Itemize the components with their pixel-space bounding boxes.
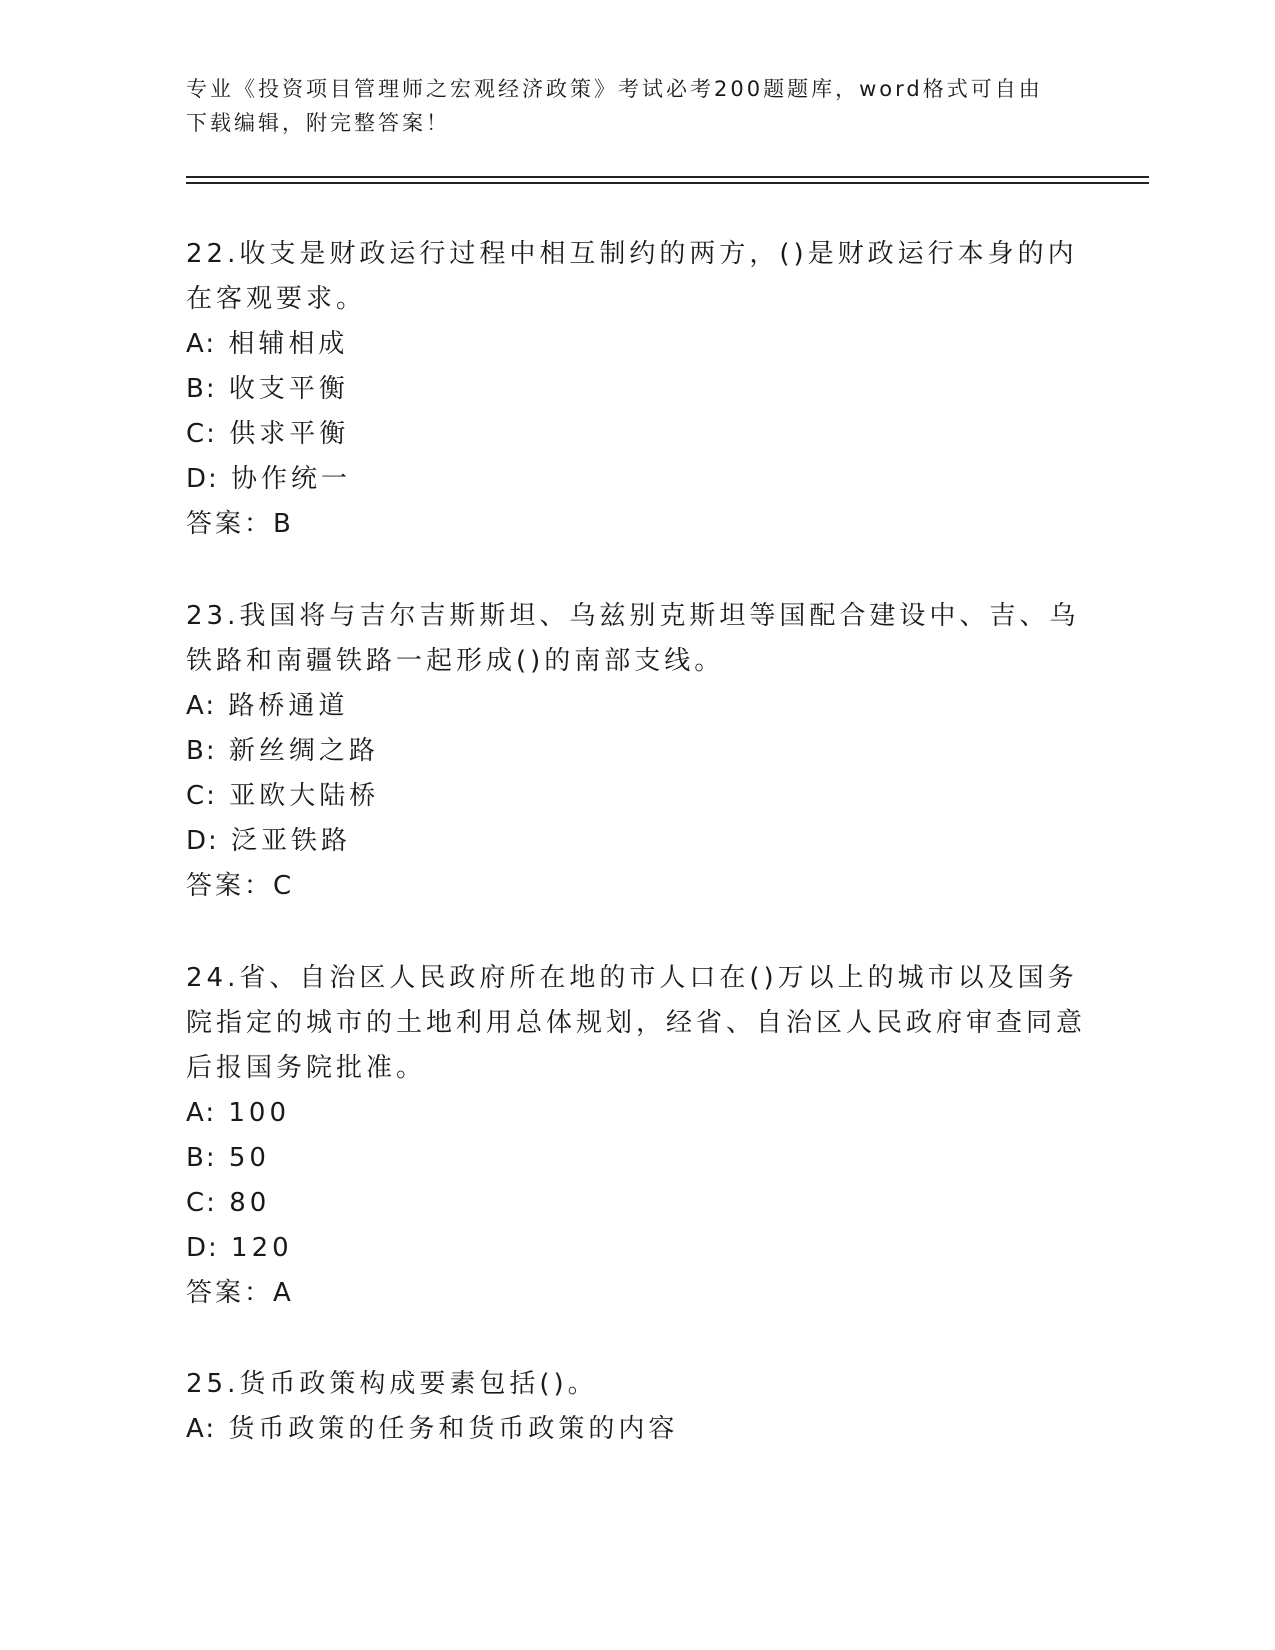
option-c (186, 412, 1086, 457)
option-text: 泛亚铁路 (231, 826, 352, 856)
option-letter: D: (186, 826, 219, 856)
option-text: 协作统一 (231, 464, 352, 494)
option-text: 100 (228, 1098, 290, 1128)
question-text: 23.我国将与吉尔吉斯斯坦、乌兹别克斯坦等国配合建设中、吉、乌铁路和南疆铁路一起形成()的南部支线。 (186, 601, 1080, 676)
option-c (186, 1181, 1086, 1226)
option-text: 相辅相成 (228, 329, 349, 359)
header-divider-bottom (186, 182, 1149, 184)
answer-label: 答案： (186, 871, 274, 901)
option-letter: C: (186, 781, 217, 811)
option-a (186, 1091, 1086, 1136)
option-letter: B: (186, 374, 217, 404)
option-a (186, 684, 1086, 729)
option-text: 120 (231, 1233, 293, 1263)
answer-line (186, 502, 1086, 547)
option-letter: A: (186, 1414, 217, 1444)
option-letter: A: (186, 691, 217, 721)
option-d (186, 457, 1086, 502)
question-24 (186, 956, 1086, 1316)
option-d (186, 819, 1086, 864)
answer-label: 答案： (186, 509, 274, 539)
option-text: 供求平衡 (229, 419, 350, 449)
question-text: 22.收支是财政运行过程中相互制约的两方，()是财政运行本身的内在客观要求。 (186, 239, 1078, 314)
option-letter: D: (186, 464, 219, 494)
option-b (186, 1136, 1086, 1181)
option-text: 新丝绸之路 (228, 736, 379, 766)
option-letter: A: (186, 329, 217, 359)
option-letter: B: (186, 736, 217, 766)
option-letter: B: (186, 1143, 217, 1173)
option-a (186, 322, 1086, 367)
answer-line (186, 864, 1086, 909)
option-letter: D: (186, 1233, 219, 1263)
option-text: 80 (229, 1188, 271, 1218)
answer-label: 答案： (186, 1278, 274, 1308)
option-text: 50 (228, 1143, 270, 1173)
option-letter: C: (186, 419, 217, 449)
option-letter: C: (186, 1188, 217, 1218)
answer-line (186, 1271, 1086, 1316)
option-text: 收支平衡 (228, 374, 349, 404)
answer-value: A (273, 1278, 292, 1308)
header-divider-top (186, 176, 1149, 178)
option-d (186, 1226, 1086, 1271)
option-b (186, 729, 1086, 774)
option-b (186, 367, 1086, 412)
option-letter: A: (186, 1098, 217, 1128)
option-text: 货币政策的任务和货币政策的内容 (228, 1414, 679, 1444)
question-25 (186, 1362, 1086, 1452)
question-text: 25.货币政策构成要素包括()。 (186, 1369, 598, 1399)
answer-value: B (273, 509, 292, 539)
question-22 (186, 232, 1086, 547)
option-c (186, 774, 1086, 819)
question-23 (186, 594, 1086, 909)
document-header: 专业《投资项目管理师之宏观经济政策》考试必考200题题库，word格式可自由下载编辑，附完整答案！ (186, 77, 1043, 135)
option-a (186, 1407, 1086, 1452)
answer-value: C (273, 871, 293, 901)
option-text: 路桥通道 (228, 691, 349, 721)
question-text: 24.省、自治区人民政府所在地的市人口在()万以上的城市以及国务院指定的城市的土地利用总体规划，经省、自治区人民政府审查同意后报国务院批准。 (186, 963, 1087, 1083)
option-text: 亚欧大陆桥 (229, 781, 380, 811)
